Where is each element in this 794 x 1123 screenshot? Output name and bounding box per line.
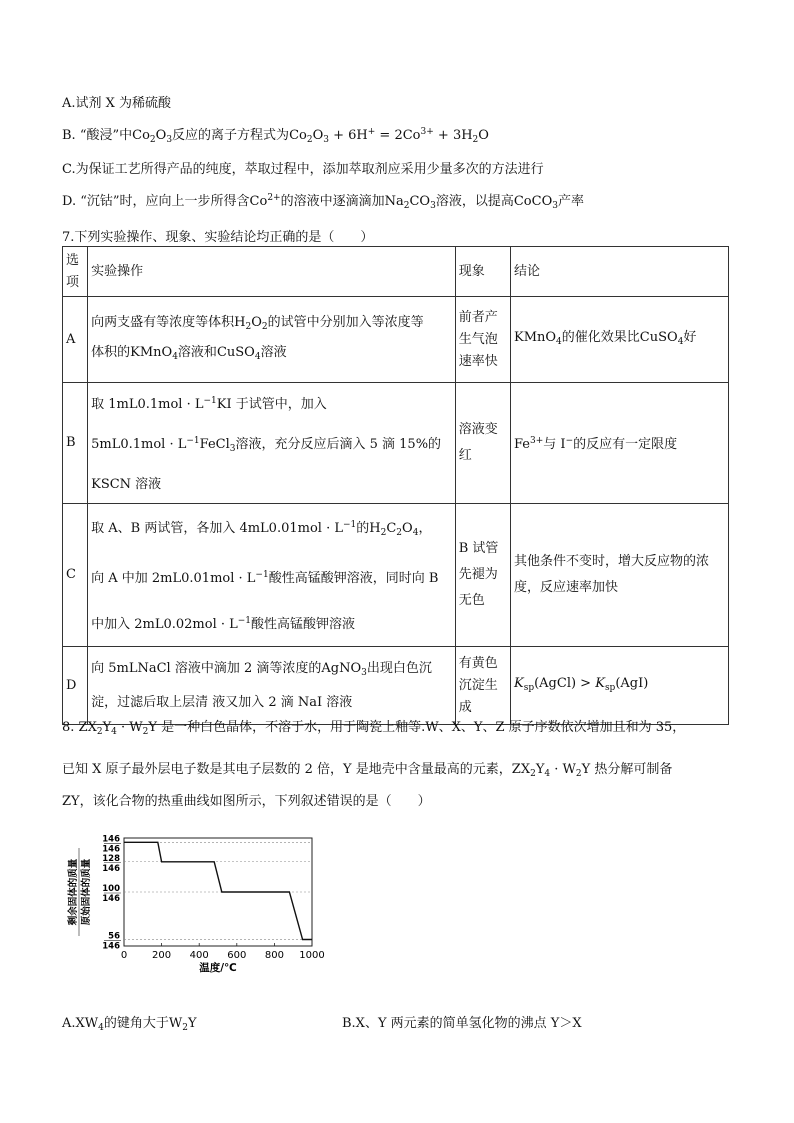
q8-option-b: B.X、Y 两元素的简单氢化物的沸点 Y＞X — [342, 1016, 582, 1031]
option-a: A.试剂 X 为稀硫酸 — [62, 96, 172, 111]
x-tick-label: 200 — [152, 950, 172, 961]
row-option: B — [63, 383, 88, 504]
table-row — [63, 504, 729, 647]
series-line — [124, 842, 312, 939]
y-axis-label-numerator: 剩余固体的质量 — [68, 858, 79, 926]
y-tick-denominator: 146 — [102, 894, 120, 904]
row-option: C — [63, 504, 88, 647]
y-tick-denominator: 146 — [102, 844, 120, 855]
row-operation: 向两支盛有等浓度等体积$H_2O_2$的试管中分别加入等浓度等 体积的KMnO$_4$溶液和CuSO$_4$溶液 — [88, 297, 456, 383]
y-tick-numerator: 56 — [108, 931, 120, 942]
row-conclusion: $Fe^{3+}$与 I−的反应有一定限度 — [510, 383, 728, 504]
y-axis-label-denominator: 原始固体的质量 — [81, 858, 92, 926]
option-b: B. “酸浸”中$Co_2O_3$反应的离子方程式为$Co_2O_3 + 6H^+ = 2Co^{3+} + 3H_2O$ — [62, 127, 489, 145]
q8-line-2: 已知 X 原子最外层电子数是其电子层数的 2 倍，Y 是地壳中含量最高的元素，$ZX_2Y_4 \cdot W_2Y$ 热分解可制备 — [62, 762, 673, 779]
row-option: A — [63, 297, 88, 383]
table-row — [63, 383, 729, 504]
header-phenomenon: 现象 — [455, 247, 510, 297]
row-option: D — [63, 647, 88, 725]
row-conclusion: KMnO$_4$的催化效果比CuSO$_4$好 — [510, 297, 728, 383]
row-conclusion: 其他条件不变时，增大反应物的浓度，反应速率加快 — [510, 504, 728, 647]
plot-area — [102, 834, 324, 974]
thermogravimetric-chart — [62, 828, 332, 988]
table-row — [63, 297, 729, 383]
q8-line-1: 8. $ZX_2Y_4 \cdot W_2Y$ 是一种白色晶体，不溶于水，用于陶瓷上釉等.W、X、Y、Z 原子序数依次增加且和为 35， — [62, 720, 686, 737]
y-tick-denominator: 146 — [102, 863, 120, 874]
row-phenomenon: 有黄色沉淀生成 — [455, 647, 510, 725]
q7-stem: 7.下列实验操作、现象、实验结论均正确的是（ ） — [62, 230, 374, 245]
y-tick-numerator: 128 — [102, 853, 120, 864]
table-row — [63, 647, 729, 725]
option-d: D. “沉钴”时，应向上一步所得含$Co^{2+}$的溶液中逐滴滴加$Na_2CO_3$溶液，以提高CoCO$_3$产率 — [62, 193, 584, 211]
x-tick-label: 600 — [227, 950, 247, 961]
x-tick-label: 0 — [120, 950, 128, 961]
header-operation: 实验操作 — [88, 247, 456, 297]
x-tick-label: 1000 — [299, 950, 325, 961]
header-conclusion: 结论 — [510, 247, 728, 297]
q7-table — [62, 246, 729, 725]
row-phenomenon: 溶液变红 — [455, 383, 510, 504]
row-operation: 取 A、B 两试管，各加入 $4mL0.01mol \cdot L^{-1}$的$H_2C_2O_4$， 向 A 中加 $2mL0.01mol \cdot L^{-1}$酸性高锰酸钾溶液，同时向 B 中加入 $2mL0.02mol \cdot L^{-1}$酸性高锰酸钾溶液 — [88, 504, 456, 647]
option-c: C.为保证工艺所得产品的纯度，萃取过程中，添加萃取剂应采用少量多次的方法进行 — [62, 162, 544, 177]
table-header-row — [63, 247, 729, 297]
row-phenomenon: 前者产生气泡速率快 — [455, 297, 510, 383]
y-tick-numerator: 146 — [102, 834, 120, 845]
y-axis-label — [67, 848, 92, 936]
x-tick-label: 400 — [189, 950, 209, 961]
x-tick-label: 800 — [264, 950, 284, 961]
q8-line-3: ZY，该化合物的热重曲线如图所示，下列叙述错误的是（ ） — [62, 794, 431, 809]
q8-option-a: $A.XW_4$的键角大于$W_2Y$ — [62, 1016, 197, 1033]
row-operation: 向 5mLNaCl 溶液中滴加 2 滴等浓度的AgNO$_3$出现白色沉 淀，过滤后取上层清 液又加入 2 滴 NaI 溶液 — [88, 647, 456, 725]
row-operation: 取 $1mL0.1mol \cdot L^{-1}KI$ 于试管中，加入 $5mL0.1mol \cdot L^{-1}FeCl_3$溶液，充分反应后滴入 5 滴 15%的 KSCN 溶液 — [88, 383, 456, 504]
y-tick-denominator: 146 — [102, 941, 120, 952]
row-conclusion: $K_{sp}(AgCl) > K_{sp}(AgI)$ — [510, 647, 728, 725]
y-tick-numerator: 100 — [102, 884, 120, 894]
x-axis-label: 温度/℃ — [199, 962, 237, 974]
header-option: 选项 — [63, 247, 88, 297]
row-phenomenon: B 试管先褪为无色 — [455, 504, 510, 647]
